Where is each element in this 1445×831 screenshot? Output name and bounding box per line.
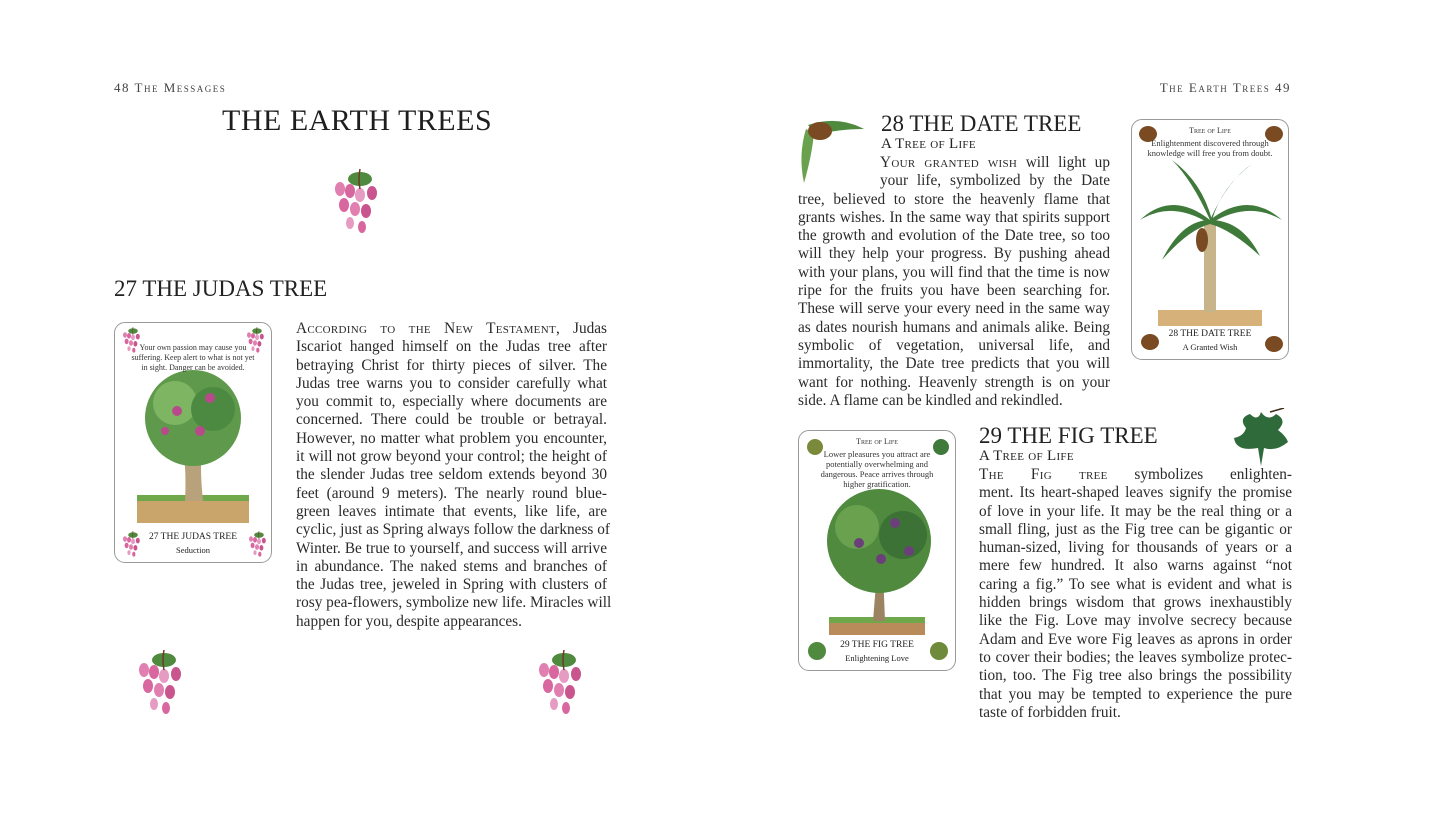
body-line <box>296 338 607 356</box>
body-line <box>296 594 612 612</box>
judas-tree-card <box>114 322 272 563</box>
line-text: small fling, just as the Fig tree can be gigantic or <box>979 520 1292 538</box>
line-text: These will serve your every need in the same way <box>798 300 1110 318</box>
line-text: Judas tree warns you to consider carefully what <box>296 374 607 392</box>
fig-leaf-illustration <box>1230 408 1292 470</box>
lead-in: Your granted wish <box>880 154 1018 171</box>
body-line <box>798 209 1110 227</box>
body-line <box>798 392 1110 410</box>
body-line <box>296 540 607 558</box>
card-kicker: Tree of Life <box>1189 126 1231 135</box>
line-text: hidden brings wisdom that grows inexhaustibly <box>979 594 1292 612</box>
line-text: it will not grow beyond your control; the height of <box>296 448 607 466</box>
body-line <box>296 393 607 411</box>
line-text: as dates nourish humans and animals alike. Being <box>798 318 1110 336</box>
line-text: the Judas tree, jeweled in Spring with clusters of <box>296 576 607 594</box>
line-text: caring a fig.” To see what is evident and what is <box>979 575 1292 593</box>
line-text: cyclic, just as Spring always follow the darkness of <box>296 521 610 539</box>
line-text: concerned. There could be trouble or betrayal. <box>296 411 607 429</box>
body-line <box>296 357 607 375</box>
body-line <box>979 631 1292 649</box>
line-text: the growth and evolution of the Date tree, so too <box>798 227 1110 245</box>
line-text: symbolic of vegetation, universal life, and <box>798 336 1110 354</box>
body-line <box>880 172 1110 190</box>
card-subtitle: Seduction <box>176 545 210 555</box>
line-text: immortality, the Date tree predicts that you will <box>798 355 1110 373</box>
body-line <box>798 282 1110 300</box>
date-tree-subtitle: A Tree of Life <box>881 136 976 152</box>
body-line <box>296 503 607 521</box>
line-text: with your plans, you will find that the time is now <box>798 263 1110 281</box>
body-line <box>296 521 610 539</box>
line-text: like the Fig. Love may involve secrecy because <box>979 612 1292 630</box>
page-title: THE EARTH TREES <box>222 104 493 137</box>
body-line <box>979 612 1292 630</box>
body-line <box>979 576 1292 594</box>
line-text: your life, symbolized by the Date <box>880 172 1110 190</box>
line-text: to cover their bodies; the leaves symbolize protec- <box>979 648 1292 666</box>
body-line <box>296 466 607 484</box>
body-line <box>798 337 1110 355</box>
line-text: ment. Its heart-shaped leaves signify the promise <box>979 484 1292 502</box>
body-line <box>979 686 1292 704</box>
blossom-illustration <box>120 648 192 718</box>
line-text: of love in your life. It may be the real thing or a <box>979 502 1292 520</box>
lead-in: The Fig tree <box>979 466 1108 483</box>
date-tree-card <box>1131 119 1289 360</box>
judas-tree-heading: 27 THE JUDAS TREE <box>114 276 328 301</box>
date-tree-heading: 28 THE DATE TREE <box>881 111 1082 136</box>
fig-tree-card <box>798 430 956 671</box>
blossom-illustration <box>528 648 600 718</box>
date-tree-body <box>798 154 1110 410</box>
line-text: human-sized, living for thousands of years or a <box>979 539 1292 557</box>
card-title: 28 THE DATE TREE <box>1168 329 1252 339</box>
body-line <box>296 320 607 338</box>
line-text: Iscariot hanged himself on the Judas tree after <box>296 338 607 356</box>
judas-tree-body <box>296 320 612 631</box>
fig-tree-subtitle: A Tree of Life <box>979 448 1074 464</box>
line-text: ripe for the fruits you have been searching for. <box>798 282 1110 300</box>
line-text: happen for you, despite appearances. <box>296 612 522 630</box>
body-line <box>296 448 607 466</box>
body-line <box>979 557 1292 575</box>
line-text: green leaves intimate that events, like life, are <box>296 502 607 520</box>
line-text: However, no matter what problem you encounter, <box>296 429 607 447</box>
line-text: Judas <box>560 320 607 337</box>
line-text: Adam and Eve wore Fig leaves as aprons in order <box>979 630 1292 648</box>
body-line <box>296 430 607 448</box>
fig-tree-heading: 29 THE FIG TREE <box>979 423 1158 448</box>
card-motto: Your own passion may cause you suffering. Keep alert to what is not yet in sight. Danger can be avoided. <box>131 343 255 372</box>
line-text: tion, too. The Fig tree also brings the possibility <box>979 667 1292 685</box>
body-line <box>880 154 1110 172</box>
lead-in: According to the New Testament, <box>296 320 561 337</box>
line-text: taste of forbidden fruit. <box>979 703 1121 721</box>
line-text: Winter. Be true to yourself, and success will arrive <box>296 539 607 557</box>
blossom-illustration <box>330 165 394 241</box>
line-text: symbolizes enlighten- <box>1107 466 1292 483</box>
body-line <box>798 191 1110 209</box>
card-subtitle: Enlightening Love <box>845 653 909 663</box>
body-line <box>979 503 1292 521</box>
line-text: rosy pea-flowers, symbolize new life. Miracles will <box>296 594 612 612</box>
body-line <box>979 539 1292 557</box>
body-line <box>798 300 1110 318</box>
card-motto: Lower pleasures you attract are potentially overwhelming and dangerous. Peace arrives through higher gratification. <box>820 449 934 489</box>
line-text: the slender Judas tree seldom extends beyond 30 <box>296 466 607 484</box>
running-head-right: The Earth Trees 49 <box>1159 80 1291 95</box>
line-text: want for nothing. Heavenly strength is on your <box>798 373 1110 391</box>
card-kicker: Tree of Life <box>856 437 898 446</box>
body-line <box>296 485 607 503</box>
card-title: 29 THE FIG TREE <box>840 640 914 650</box>
body-line <box>979 704 1292 722</box>
running-head-left: 48 The Messages <box>114 80 227 95</box>
line-text: you commit to, especially where documents are <box>296 393 607 411</box>
body-line <box>798 355 1110 373</box>
body-line <box>296 411 607 429</box>
line-text: side. A flame can be kindled and rekindled. <box>798 391 1063 409</box>
body-line <box>798 227 1110 245</box>
line-text: will light up <box>1017 154 1110 171</box>
body-line <box>798 245 1110 263</box>
line-text: grants wishes. In the same way that spirits support <box>798 208 1110 226</box>
body-line <box>296 613 607 631</box>
line-text: betraying Christ for thirty pieces of silver. The <box>296 356 607 374</box>
body-line <box>979 521 1292 539</box>
line-text: mere few hundred. It also warns against “not <box>979 557 1292 575</box>
line-text: feet (around 9 meters). The nearly round blue- <box>296 484 607 502</box>
body-line <box>979 466 1292 484</box>
card-subtitle: A Granted Wish <box>1182 342 1238 352</box>
card-motto: Enlightenment discovered through knowledge will free you from doubt. <box>1147 138 1273 158</box>
line-text: will they help your progress. By pushing ahead <box>798 245 1110 263</box>
body-line <box>979 484 1292 502</box>
line-text: tree, believed to store the heavenly flame that <box>798 190 1110 208</box>
fig-tree-body <box>979 466 1292 722</box>
body-line <box>979 667 1292 685</box>
body-line <box>296 558 607 576</box>
body-line <box>798 264 1110 282</box>
line-text: that you may be tempted to experience the pure <box>979 685 1292 703</box>
card-title: 27 THE JUDAS TREE <box>148 532 238 542</box>
line-text: in abundance. The naked stems and branches of <box>296 557 607 575</box>
body-line <box>296 375 607 393</box>
body-line <box>296 576 607 594</box>
body-line <box>979 649 1292 667</box>
body-line <box>798 374 1110 392</box>
body-line <box>798 319 1110 337</box>
body-line <box>979 594 1292 612</box>
